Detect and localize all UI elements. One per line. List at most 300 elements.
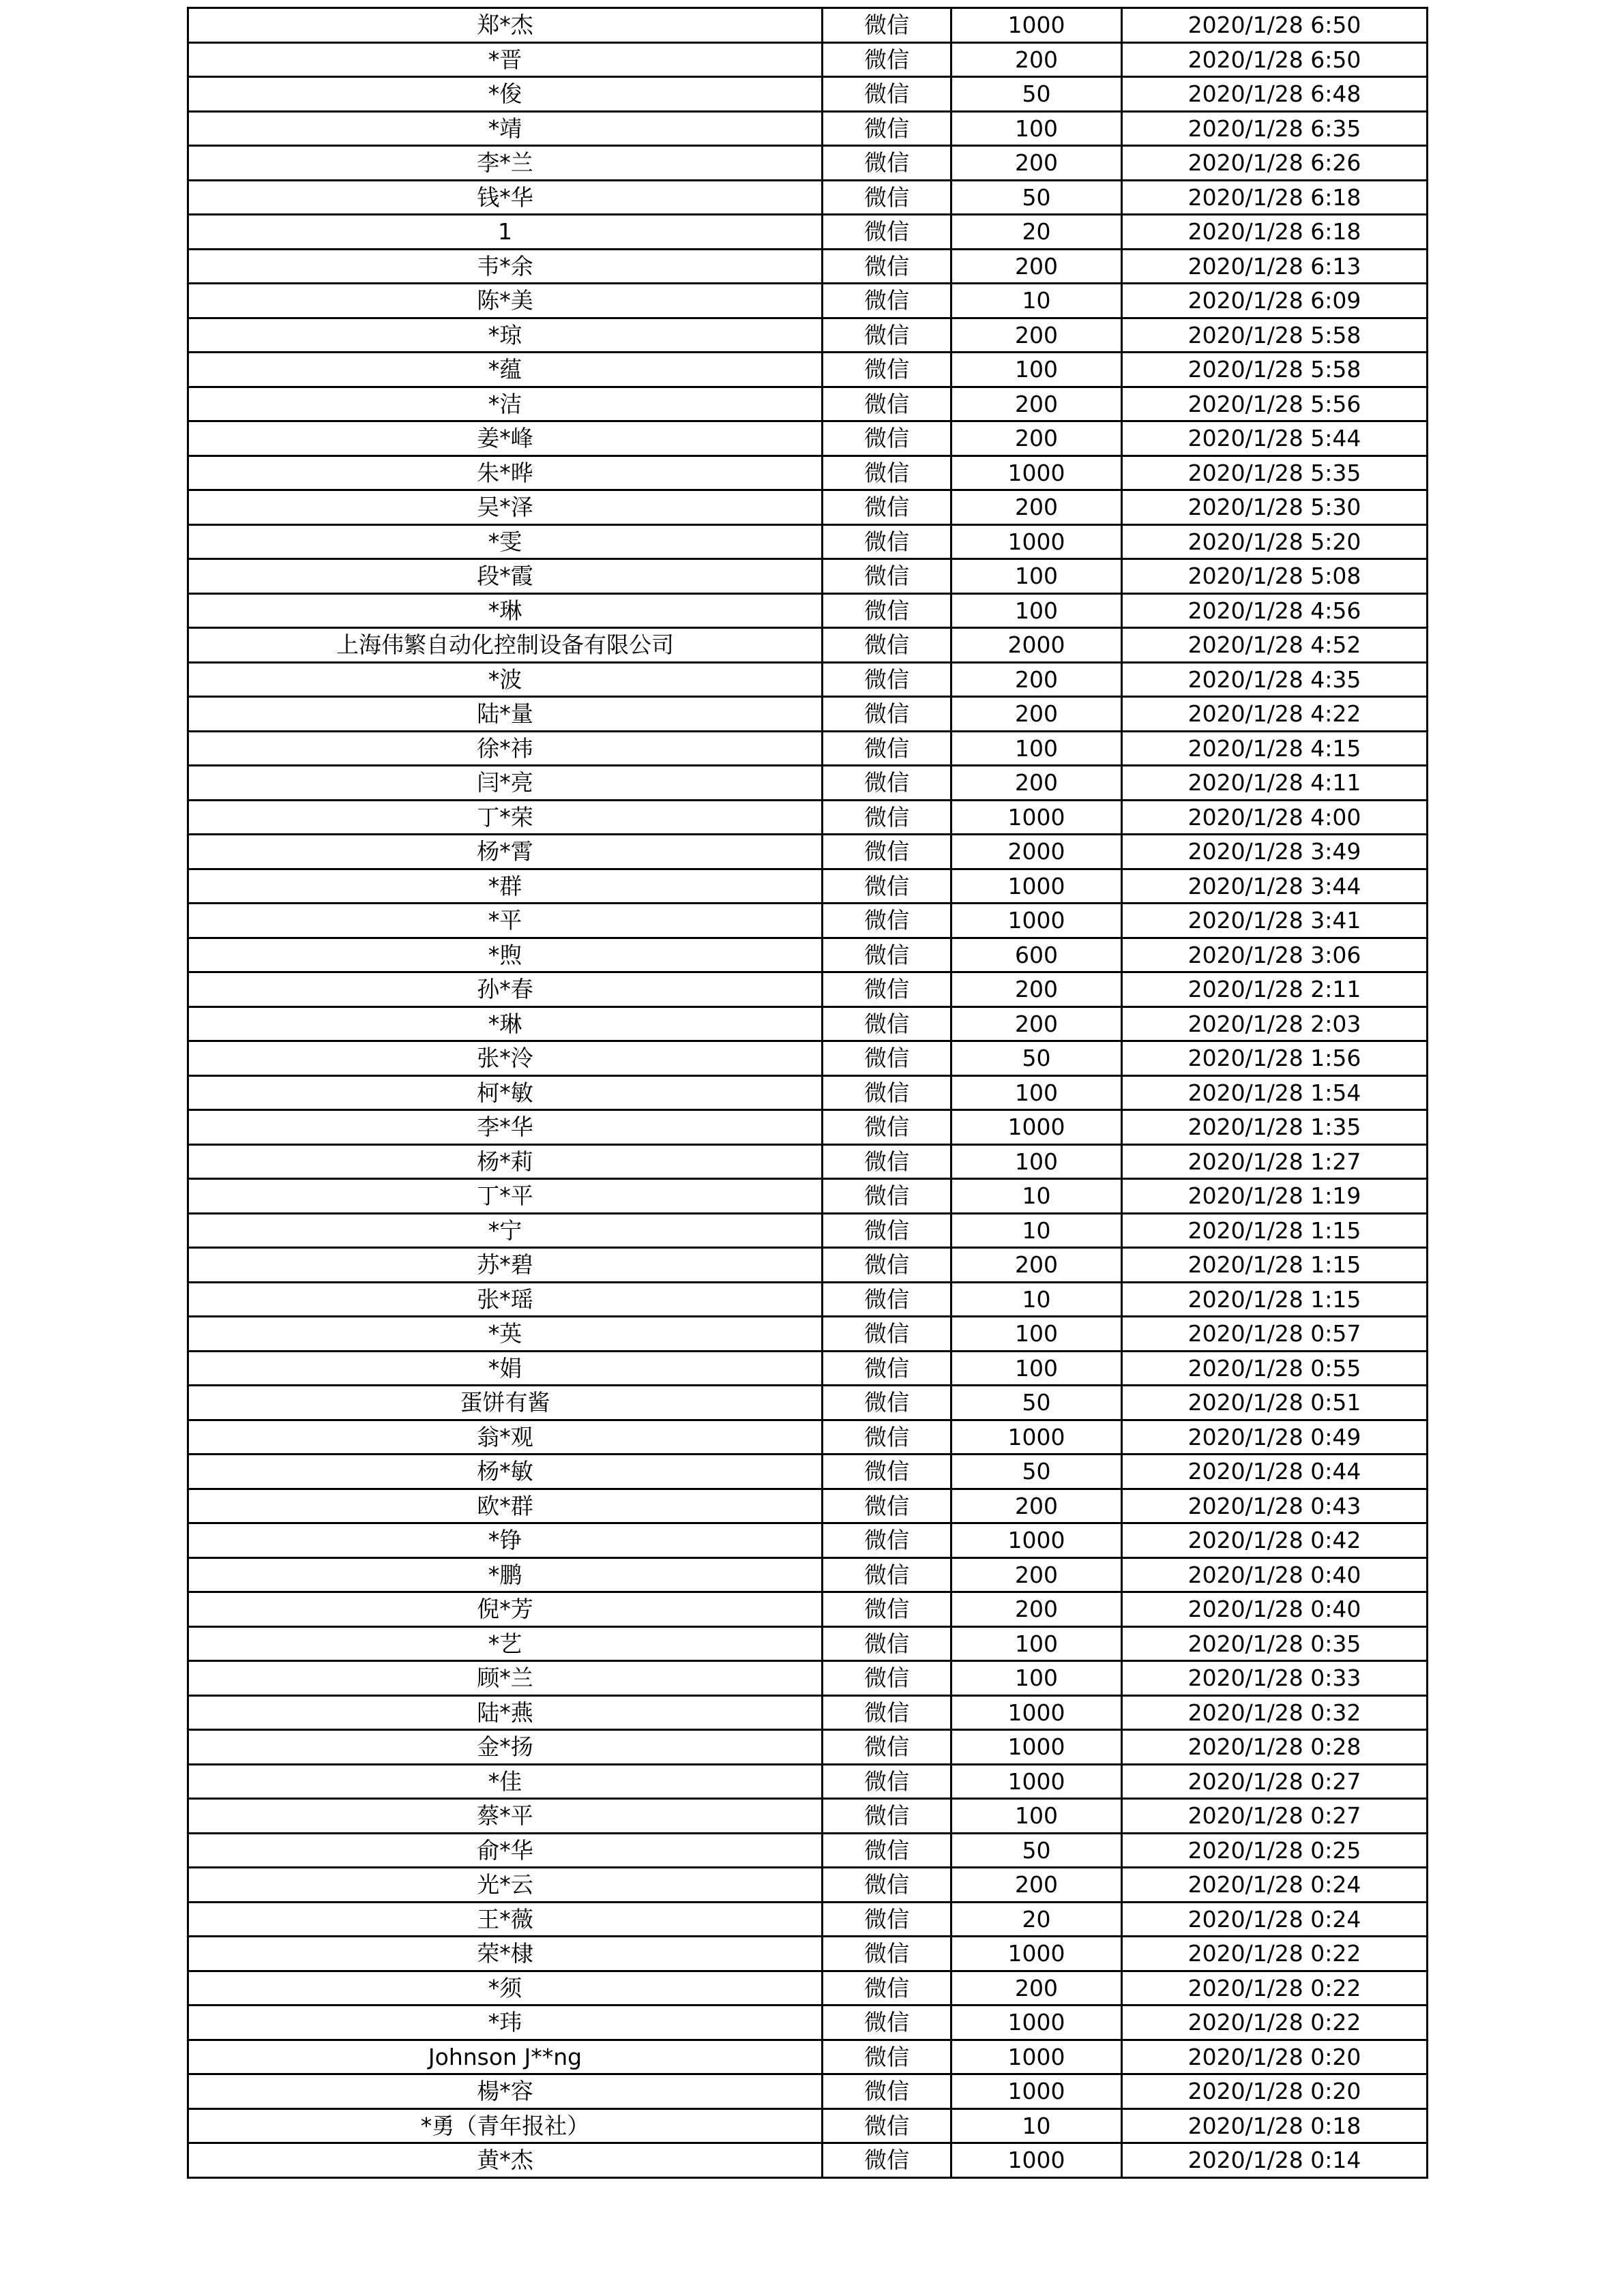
donor-name-cell: *玮 bbox=[188, 2006, 823, 2040]
amount-cell: 20 bbox=[951, 1902, 1122, 1937]
amount-cell: 1000 bbox=[951, 869, 1122, 904]
donor-name-cell: 顾*兰 bbox=[188, 1661, 823, 1696]
payment-channel-cell: 微信 bbox=[823, 215, 951, 250]
amount-cell: 1000 bbox=[951, 524, 1122, 559]
table-row bbox=[188, 869, 1428, 904]
table-row bbox=[188, 1179, 1428, 1214]
donor-name-cell: *煦 bbox=[188, 938, 823, 972]
payment-channel-cell: 微信 bbox=[823, 766, 951, 801]
table-row bbox=[188, 249, 1428, 284]
amount-cell: 50 bbox=[951, 1386, 1122, 1420]
amount-cell: 50 bbox=[951, 77, 1122, 112]
table-row bbox=[188, 1661, 1428, 1696]
amount-cell: 200 bbox=[951, 249, 1122, 284]
donor-name-cell: *须 bbox=[188, 1971, 823, 2006]
payment-channel-cell: 微信 bbox=[823, 1868, 951, 1903]
timestamp-cell: 2020/1/28 0:57 bbox=[1122, 1317, 1428, 1352]
payment-channel-cell: 微信 bbox=[823, 284, 951, 318]
table-row bbox=[188, 1420, 1428, 1455]
donor-name-cell: *洁 bbox=[188, 387, 823, 421]
table-row bbox=[188, 697, 1428, 732]
donor-name-cell: 金*扬 bbox=[188, 1730, 823, 1765]
timestamp-cell: 2020/1/28 2:03 bbox=[1122, 1007, 1428, 1041]
table-row bbox=[188, 1144, 1428, 1179]
payment-channel-cell: 微信 bbox=[823, 2006, 951, 2040]
payment-channel-cell: 微信 bbox=[823, 1661, 951, 1696]
donor-name-cell: 郑*杰 bbox=[188, 8, 823, 43]
donor-name-cell: 李*华 bbox=[188, 1110, 823, 1145]
table-row bbox=[188, 1902, 1428, 1937]
table-row bbox=[188, 1695, 1428, 1730]
amount-cell: 200 bbox=[951, 42, 1122, 77]
amount-cell: 200 bbox=[951, 490, 1122, 525]
table-row bbox=[188, 387, 1428, 421]
table-row bbox=[188, 1007, 1428, 1041]
amount-cell: 100 bbox=[951, 731, 1122, 766]
amount-cell: 100 bbox=[951, 1799, 1122, 1834]
table-row bbox=[188, 766, 1428, 801]
amount-cell: 1000 bbox=[951, 800, 1122, 835]
timestamp-cell: 2020/1/28 0:24 bbox=[1122, 1868, 1428, 1903]
amount-cell: 1000 bbox=[951, 1730, 1122, 1765]
donor-name-cell: 光*云 bbox=[188, 1868, 823, 1903]
amount-cell: 200 bbox=[951, 972, 1122, 1007]
timestamp-cell: 2020/1/28 0:51 bbox=[1122, 1386, 1428, 1420]
table-row bbox=[188, 662, 1428, 697]
amount-cell: 1000 bbox=[951, 1523, 1122, 1558]
amount-cell: 200 bbox=[951, 387, 1122, 421]
amount-cell: 50 bbox=[951, 1455, 1122, 1489]
table-row bbox=[188, 180, 1428, 215]
donor-name-cell: *鹏 bbox=[188, 1557, 823, 1592]
timestamp-cell: 2020/1/28 0:28 bbox=[1122, 1730, 1428, 1765]
amount-cell: 200 bbox=[951, 1971, 1122, 2006]
donor-name-cell: *波 bbox=[188, 662, 823, 697]
amount-cell: 100 bbox=[951, 1661, 1122, 1696]
payment-channel-cell: 微信 bbox=[823, 1386, 951, 1420]
amount-cell: 200 bbox=[951, 766, 1122, 801]
timestamp-cell: 2020/1/28 0:40 bbox=[1122, 1557, 1428, 1592]
amount-cell: 600 bbox=[951, 938, 1122, 972]
amount-cell: 10 bbox=[951, 1282, 1122, 1317]
timestamp-cell: 2020/1/28 6:26 bbox=[1122, 146, 1428, 181]
donor-name-cell: 孙*春 bbox=[188, 972, 823, 1007]
payment-channel-cell: 微信 bbox=[823, 180, 951, 215]
amount-cell: 200 bbox=[951, 1489, 1122, 1523]
table-row bbox=[188, 215, 1428, 250]
table-row bbox=[188, 318, 1428, 353]
timestamp-cell: 2020/1/28 0:20 bbox=[1122, 2074, 1428, 2109]
payment-channel-cell: 微信 bbox=[823, 42, 951, 77]
donor-name-cell: 倪*芳 bbox=[188, 1592, 823, 1627]
table-row bbox=[188, 284, 1428, 318]
timestamp-cell: 2020/1/28 0:27 bbox=[1122, 1764, 1428, 1799]
timestamp-cell: 2020/1/28 3:44 bbox=[1122, 869, 1428, 904]
amount-cell: 200 bbox=[951, 421, 1122, 456]
donor-name-cell: 欧*群 bbox=[188, 1489, 823, 1523]
amount-cell: 1000 bbox=[951, 904, 1122, 938]
amount-cell: 2000 bbox=[951, 628, 1122, 663]
table-row bbox=[188, 1075, 1428, 1110]
table-row bbox=[188, 1937, 1428, 1971]
donor-name-cell: 李*兰 bbox=[188, 146, 823, 181]
payment-channel-cell: 微信 bbox=[823, 1455, 951, 1489]
timestamp-cell: 2020/1/28 1:27 bbox=[1122, 1144, 1428, 1179]
timestamp-cell: 2020/1/28 0:35 bbox=[1122, 1626, 1428, 1661]
donor-name-cell: Johnson J**ng bbox=[188, 2040, 823, 2074]
timestamp-cell: 2020/1/28 1:54 bbox=[1122, 1075, 1428, 1110]
amount-cell: 1000 bbox=[951, 456, 1122, 490]
table-row bbox=[188, 1833, 1428, 1868]
donor-name-cell: 韦*余 bbox=[188, 249, 823, 284]
timestamp-cell: 2020/1/28 4:22 bbox=[1122, 697, 1428, 732]
donor-name-cell: 杨*莉 bbox=[188, 1144, 823, 1179]
payment-channel-cell: 微信 bbox=[823, 2108, 951, 2143]
payment-channel-cell: 微信 bbox=[823, 490, 951, 525]
table-row bbox=[188, 628, 1428, 663]
amount-cell: 10 bbox=[951, 1179, 1122, 1214]
timestamp-cell: 2020/1/28 6:09 bbox=[1122, 284, 1428, 318]
payment-channel-cell: 微信 bbox=[823, 938, 951, 972]
donor-name-cell: *英 bbox=[188, 1317, 823, 1352]
donor-name-cell: *佳 bbox=[188, 1764, 823, 1799]
payment-channel-cell: 微信 bbox=[823, 421, 951, 456]
amount-cell: 200 bbox=[951, 1248, 1122, 1283]
timestamp-cell: 2020/1/28 6:50 bbox=[1122, 42, 1428, 77]
donor-name-cell: *蕴 bbox=[188, 353, 823, 387]
amount-cell: 200 bbox=[951, 662, 1122, 697]
payment-channel-cell: 微信 bbox=[823, 1144, 951, 1179]
amount-cell: 1000 bbox=[951, 1110, 1122, 1145]
table-row bbox=[188, 1868, 1428, 1903]
donor-name-cell: 蛋饼有酱 bbox=[188, 1386, 823, 1420]
table-row bbox=[188, 1489, 1428, 1523]
amount-cell: 100 bbox=[951, 1144, 1122, 1179]
payment-channel-cell: 微信 bbox=[823, 628, 951, 663]
donor-name-cell: 丁*平 bbox=[188, 1179, 823, 1214]
table-row bbox=[188, 1626, 1428, 1661]
timestamp-cell: 2020/1/28 1:15 bbox=[1122, 1213, 1428, 1248]
timestamp-cell: 2020/1/28 0:32 bbox=[1122, 1695, 1428, 1730]
amount-cell: 1000 bbox=[951, 8, 1122, 43]
timestamp-cell: 2020/1/28 5:20 bbox=[1122, 524, 1428, 559]
table-row bbox=[188, 490, 1428, 525]
timestamp-cell: 2020/1/28 5:56 bbox=[1122, 387, 1428, 421]
timestamp-cell: 2020/1/28 0:18 bbox=[1122, 2108, 1428, 2143]
table-row bbox=[188, 938, 1428, 972]
table-row bbox=[188, 2108, 1428, 2143]
timestamp-cell: 2020/1/28 0:49 bbox=[1122, 1420, 1428, 1455]
table-row bbox=[188, 1110, 1428, 1145]
timestamp-cell: 2020/1/28 0:20 bbox=[1122, 2040, 1428, 2074]
payment-channel-cell: 微信 bbox=[823, 1937, 951, 1971]
timestamp-cell: 2020/1/28 0:27 bbox=[1122, 1799, 1428, 1834]
donor-name-cell: *艺 bbox=[188, 1626, 823, 1661]
table-row bbox=[188, 1730, 1428, 1765]
table-row bbox=[188, 2006, 1428, 2040]
table-row bbox=[188, 353, 1428, 387]
donor-name-cell: *宁 bbox=[188, 1213, 823, 1248]
donor-name-cell: 楊*容 bbox=[188, 2074, 823, 2109]
donor-name-cell: *群 bbox=[188, 869, 823, 904]
payment-channel-cell: 微信 bbox=[823, 800, 951, 835]
donor-name-cell: 蔡*平 bbox=[188, 1799, 823, 1834]
timestamp-cell: 2020/1/28 4:52 bbox=[1122, 628, 1428, 663]
donor-name-cell: 陈*美 bbox=[188, 284, 823, 318]
timestamp-cell: 2020/1/28 0:22 bbox=[1122, 1971, 1428, 2006]
amount-cell: 100 bbox=[951, 1351, 1122, 1386]
donor-name-cell: 钱*华 bbox=[188, 180, 823, 215]
table-row bbox=[188, 8, 1428, 43]
table-row bbox=[188, 1386, 1428, 1420]
timestamp-cell: 2020/1/28 4:15 bbox=[1122, 731, 1428, 766]
table-row bbox=[188, 421, 1428, 456]
payment-channel-cell: 微信 bbox=[823, 1833, 951, 1868]
donor-name-cell: 吴*泽 bbox=[188, 490, 823, 525]
donor-name-cell: 黄*杰 bbox=[188, 2143, 823, 2178]
timestamp-cell: 2020/1/28 3:06 bbox=[1122, 938, 1428, 972]
table-row bbox=[188, 1523, 1428, 1558]
timestamp-cell: 2020/1/28 1:35 bbox=[1122, 1110, 1428, 1145]
donation-table bbox=[187, 7, 1428, 2179]
donor-name-cell: 翁*观 bbox=[188, 1420, 823, 1455]
table-row bbox=[188, 1282, 1428, 1317]
timestamp-cell: 2020/1/28 6:48 bbox=[1122, 77, 1428, 112]
timestamp-cell: 2020/1/28 1:56 bbox=[1122, 1041, 1428, 1076]
payment-channel-cell: 微信 bbox=[823, 697, 951, 732]
payment-channel-cell: 微信 bbox=[823, 1557, 951, 1592]
payment-channel-cell: 微信 bbox=[823, 1523, 951, 1558]
timestamp-cell: 2020/1/28 4:11 bbox=[1122, 766, 1428, 801]
amount-cell: 200 bbox=[951, 1007, 1122, 1041]
donor-name-cell: *雯 bbox=[188, 524, 823, 559]
payment-channel-cell: 微信 bbox=[823, 1971, 951, 2006]
donor-name-cell: *靖 bbox=[188, 111, 823, 146]
donor-name-cell: *娟 bbox=[188, 1351, 823, 1386]
table-row bbox=[188, 972, 1428, 1007]
donor-name-cell: 荣*棣 bbox=[188, 1937, 823, 1971]
payment-channel-cell: 微信 bbox=[823, 1282, 951, 1317]
timestamp-cell: 2020/1/28 1:19 bbox=[1122, 1179, 1428, 1214]
table-row bbox=[188, 1799, 1428, 1834]
amount-cell: 10 bbox=[951, 1213, 1122, 1248]
donor-name-cell: *琼 bbox=[188, 318, 823, 353]
donor-name-cell: *琳 bbox=[188, 593, 823, 628]
payment-channel-cell: 微信 bbox=[823, 1420, 951, 1455]
timestamp-cell: 2020/1/28 0:40 bbox=[1122, 1592, 1428, 1627]
payment-channel-cell: 微信 bbox=[823, 1592, 951, 1627]
payment-channel-cell: 微信 bbox=[823, 1764, 951, 1799]
donor-name-cell: 1 bbox=[188, 215, 823, 250]
amount-cell: 20 bbox=[951, 215, 1122, 250]
payment-channel-cell: 微信 bbox=[823, 869, 951, 904]
payment-channel-cell: 微信 bbox=[823, 904, 951, 938]
donor-name-cell: 朱*晔 bbox=[188, 456, 823, 490]
amount-cell: 50 bbox=[951, 180, 1122, 215]
donor-name-cell: 段*霞 bbox=[188, 559, 823, 594]
table-row bbox=[188, 593, 1428, 628]
table-row bbox=[188, 731, 1428, 766]
timestamp-cell: 2020/1/28 0:22 bbox=[1122, 1937, 1428, 1971]
donor-name-cell: 闫*亮 bbox=[188, 766, 823, 801]
donor-name-cell: *晋 bbox=[188, 42, 823, 77]
payment-channel-cell: 微信 bbox=[823, 1626, 951, 1661]
table-row bbox=[188, 1317, 1428, 1352]
donor-name-cell: 柯*敏 bbox=[188, 1075, 823, 1110]
amount-cell: 100 bbox=[951, 111, 1122, 146]
amount-cell: 200 bbox=[951, 318, 1122, 353]
amount-cell: 100 bbox=[951, 1075, 1122, 1110]
table-row bbox=[188, 524, 1428, 559]
timestamp-cell: 2020/1/28 5:08 bbox=[1122, 559, 1428, 594]
table-body bbox=[188, 8, 1428, 2178]
table-row bbox=[188, 904, 1428, 938]
timestamp-cell: 2020/1/28 0:33 bbox=[1122, 1661, 1428, 1696]
donor-name-cell: 张*瑶 bbox=[188, 1282, 823, 1317]
payment-channel-cell: 微信 bbox=[823, 835, 951, 869]
donor-name-cell: *俊 bbox=[188, 77, 823, 112]
timestamp-cell: 2020/1/28 0:44 bbox=[1122, 1455, 1428, 1489]
payment-channel-cell: 微信 bbox=[823, 1730, 951, 1765]
table-row bbox=[188, 1351, 1428, 1386]
amount-cell: 200 bbox=[951, 697, 1122, 732]
timestamp-cell: 2020/1/28 0:25 bbox=[1122, 1833, 1428, 1868]
timestamp-cell: 2020/1/28 1:15 bbox=[1122, 1248, 1428, 1283]
donor-name-cell: 苏*碧 bbox=[188, 1248, 823, 1283]
payment-channel-cell: 微信 bbox=[823, 524, 951, 559]
donor-name-cell: 丁*荣 bbox=[188, 800, 823, 835]
payment-channel-cell: 微信 bbox=[823, 1075, 951, 1110]
timestamp-cell: 2020/1/28 6:35 bbox=[1122, 111, 1428, 146]
timestamp-cell: 2020/1/28 5:35 bbox=[1122, 456, 1428, 490]
donor-name-cell: 张*泠 bbox=[188, 1041, 823, 1076]
timestamp-cell: 2020/1/28 5:44 bbox=[1122, 421, 1428, 456]
donor-name-cell: *琳 bbox=[188, 1007, 823, 1041]
payment-channel-cell: 微信 bbox=[823, 1007, 951, 1041]
amount-cell: 200 bbox=[951, 1557, 1122, 1592]
payment-channel-cell: 微信 bbox=[823, 1695, 951, 1730]
donor-name-cell: 徐*祎 bbox=[188, 731, 823, 766]
timestamp-cell: 2020/1/28 6:50 bbox=[1122, 8, 1428, 43]
table-row bbox=[188, 800, 1428, 835]
timestamp-cell: 2020/1/28 0:55 bbox=[1122, 1351, 1428, 1386]
payment-channel-cell: 微信 bbox=[823, 593, 951, 628]
table-row bbox=[188, 1455, 1428, 1489]
timestamp-cell: 2020/1/28 0:43 bbox=[1122, 1489, 1428, 1523]
timestamp-cell: 2020/1/28 6:18 bbox=[1122, 215, 1428, 250]
timestamp-cell: 2020/1/28 5:58 bbox=[1122, 353, 1428, 387]
donor-name-cell: 上海伟繁自动化控制设备有限公司 bbox=[188, 628, 823, 663]
table-row bbox=[188, 456, 1428, 490]
amount-cell: 1000 bbox=[951, 2006, 1122, 2040]
table-row bbox=[188, 1592, 1428, 1627]
payment-channel-cell: 微信 bbox=[823, 1248, 951, 1283]
payment-channel-cell: 微信 bbox=[823, 456, 951, 490]
timestamp-cell: 2020/1/28 0:24 bbox=[1122, 1902, 1428, 1937]
donor-name-cell: 陆*量 bbox=[188, 697, 823, 732]
amount-cell: 1000 bbox=[951, 2040, 1122, 2074]
payment-channel-cell: 微信 bbox=[823, 1110, 951, 1145]
payment-channel-cell: 微信 bbox=[823, 662, 951, 697]
timestamp-cell: 2020/1/28 3:49 bbox=[1122, 835, 1428, 869]
amount-cell: 1000 bbox=[951, 1764, 1122, 1799]
table-row bbox=[188, 1971, 1428, 2006]
timestamp-cell: 2020/1/28 4:00 bbox=[1122, 800, 1428, 835]
payment-channel-cell: 微信 bbox=[823, 111, 951, 146]
amount-cell: 1000 bbox=[951, 1420, 1122, 1455]
timestamp-cell: 2020/1/28 0:14 bbox=[1122, 2143, 1428, 2178]
table-row bbox=[188, 559, 1428, 594]
amount-cell: 50 bbox=[951, 1041, 1122, 1076]
table-row bbox=[188, 2074, 1428, 2109]
amount-cell: 100 bbox=[951, 593, 1122, 628]
amount-cell: 1000 bbox=[951, 1695, 1122, 1730]
payment-channel-cell: 微信 bbox=[823, 2143, 951, 2178]
amount-cell: 100 bbox=[951, 1626, 1122, 1661]
amount-cell: 1000 bbox=[951, 2074, 1122, 2109]
table-row bbox=[188, 111, 1428, 146]
payment-channel-cell: 微信 bbox=[823, 353, 951, 387]
table-row bbox=[188, 77, 1428, 112]
payment-channel-cell: 微信 bbox=[823, 2040, 951, 2074]
donor-name-cell: *勇（青年报社） bbox=[188, 2108, 823, 2143]
table-row bbox=[188, 1041, 1428, 1076]
timestamp-cell: 2020/1/28 0:42 bbox=[1122, 1523, 1428, 1558]
table-row bbox=[188, 835, 1428, 869]
timestamp-cell: 2020/1/28 0:22 bbox=[1122, 2006, 1428, 2040]
payment-channel-cell: 微信 bbox=[823, 77, 951, 112]
donor-name-cell: *平 bbox=[188, 904, 823, 938]
timestamp-cell: 2020/1/28 6:18 bbox=[1122, 180, 1428, 215]
table-row bbox=[188, 1213, 1428, 1248]
payment-channel-cell: 微信 bbox=[823, 2074, 951, 2109]
payment-channel-cell: 微信 bbox=[823, 731, 951, 766]
payment-channel-cell: 微信 bbox=[823, 1317, 951, 1352]
amount-cell: 10 bbox=[951, 284, 1122, 318]
table-row bbox=[188, 42, 1428, 77]
timestamp-cell: 2020/1/28 6:13 bbox=[1122, 249, 1428, 284]
amount-cell: 100 bbox=[951, 559, 1122, 594]
payment-channel-cell: 微信 bbox=[823, 318, 951, 353]
amount-cell: 50 bbox=[951, 1833, 1122, 1868]
payment-channel-cell: 微信 bbox=[823, 8, 951, 43]
payment-channel-cell: 微信 bbox=[823, 146, 951, 181]
donor-name-cell: 俞*华 bbox=[188, 1833, 823, 1868]
table-row bbox=[188, 2040, 1428, 2074]
payment-channel-cell: 微信 bbox=[823, 249, 951, 284]
timestamp-cell: 2020/1/28 5:58 bbox=[1122, 318, 1428, 353]
timestamp-cell: 2020/1/28 1:15 bbox=[1122, 1282, 1428, 1317]
table-row bbox=[188, 1557, 1428, 1592]
amount-cell: 1000 bbox=[951, 2143, 1122, 2178]
timestamp-cell: 2020/1/28 5:30 bbox=[1122, 490, 1428, 525]
timestamp-cell: 2020/1/28 4:56 bbox=[1122, 593, 1428, 628]
donor-name-cell: 姜*峰 bbox=[188, 421, 823, 456]
amount-cell: 200 bbox=[951, 1592, 1122, 1627]
timestamp-cell: 2020/1/28 3:41 bbox=[1122, 904, 1428, 938]
payment-channel-cell: 微信 bbox=[823, 1902, 951, 1937]
payment-channel-cell: 微信 bbox=[823, 972, 951, 1007]
donor-name-cell: 王*薇 bbox=[188, 1902, 823, 1937]
amount-cell: 10 bbox=[951, 2108, 1122, 2143]
amount-cell: 1000 bbox=[951, 1937, 1122, 1971]
table-row bbox=[188, 2143, 1428, 2178]
timestamp-cell: 2020/1/28 4:35 bbox=[1122, 662, 1428, 697]
amount-cell: 100 bbox=[951, 353, 1122, 387]
payment-channel-cell: 微信 bbox=[823, 1799, 951, 1834]
payment-channel-cell: 微信 bbox=[823, 1213, 951, 1248]
table-row bbox=[188, 1248, 1428, 1283]
